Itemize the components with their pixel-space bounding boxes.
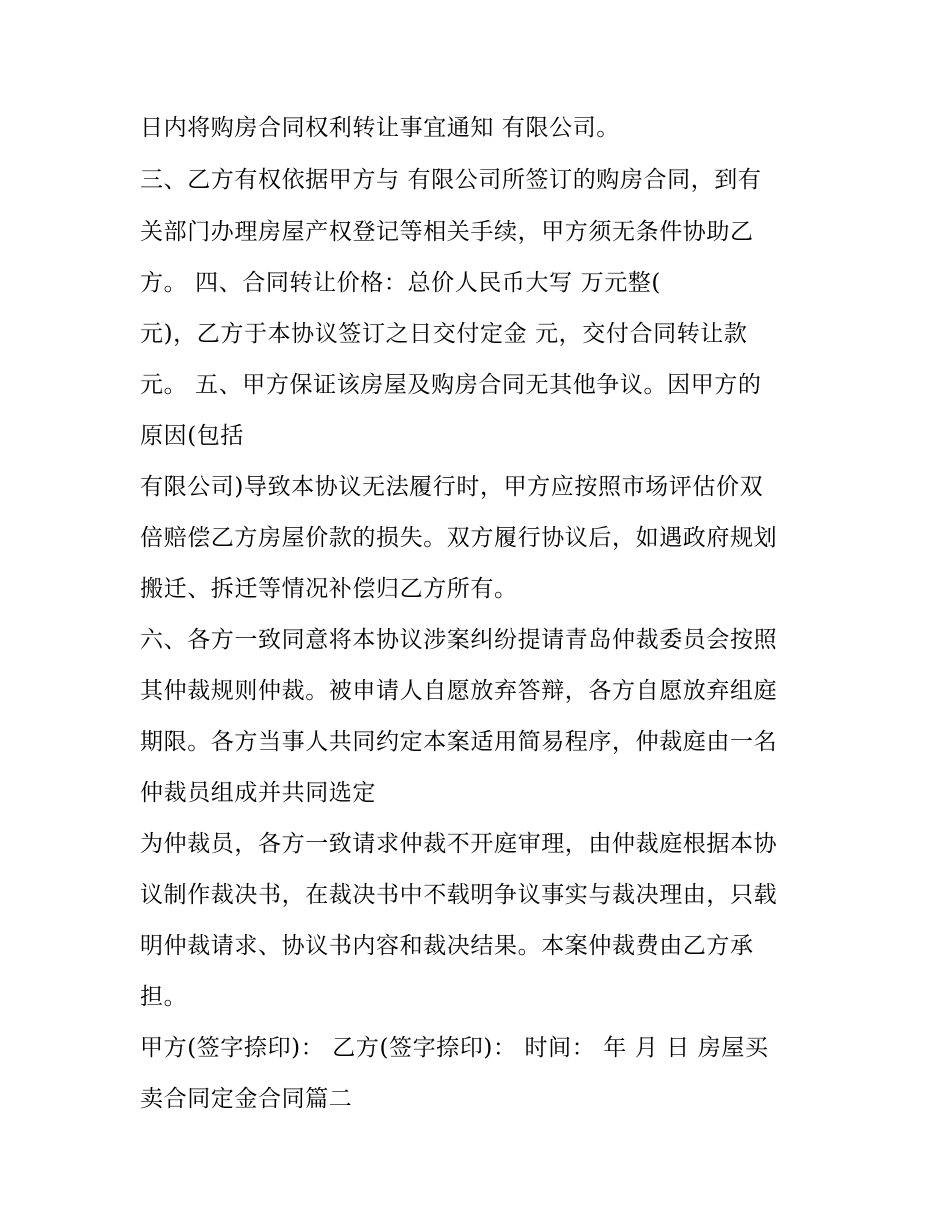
text-line: 六、各方一致同意将本协议涉案纠纷提请青岛仲裁委员会按照 [140,627,778,653]
text-line: 原因(包括 [140,423,244,449]
text-line: 卖合同定金合同篇二 [140,1086,353,1112]
text-line: 方。 四、合同转让价格：总价人民币大写 万元整( [140,270,661,296]
text-line: 仲裁员组成并共同选定 [140,780,376,806]
text-line: 甲方(签字捺印)： 乙方(签字捺印)： 时间： 年 月 日 房屋买 [140,1035,769,1061]
text-line: 关部门办理房屋产权登记等相关手续，甲方须无条件协助乙 [140,219,754,245]
text-line: 元)，乙方于本协议签订之日交付定金 元，交付合同转让款 [140,321,748,347]
text-line: 其仲裁规则仲裁。被申请人自愿放弃答辩，各方自愿放弃组庭 [140,678,778,704]
text-line: 三、乙方有权依据甲方与 有限公司所签订的购房合同，到有 [140,167,762,193]
text-line: 日内将购房合同权利转让事宜通知 有限公司。 [140,115,620,141]
text-line: 倍赔偿乙方房屋价款的损失。双方履行协议后，如遇政府规划 [140,525,778,551]
text-line: 期限。各方当事人共同约定本案适用简易程序，仲裁庭由一名 [140,729,778,755]
text-line: 明仲裁请求、协议书内容和裁决结果。本案仲裁费由乙方承 [140,933,754,959]
text-line: 元。 五、甲方保证该房屋及购房合同无其他争议。因甲方的 [140,372,762,398]
text-line: 担。 [140,984,188,1010]
text-line: 搬迁、拆迁等情况补偿归乙方所有。 [140,576,518,602]
text-line: 有限公司)导致本协议无法履行时，甲方应按照市场评估价双 [140,474,764,500]
text-line: 为仲裁员，各方一致请求仲裁不开庭审理，由仲裁庭根据本协 [140,831,778,857]
text-line: 议制作裁决书，在裁决书中不载明争议事实与裁决理由，只载 [140,882,778,908]
